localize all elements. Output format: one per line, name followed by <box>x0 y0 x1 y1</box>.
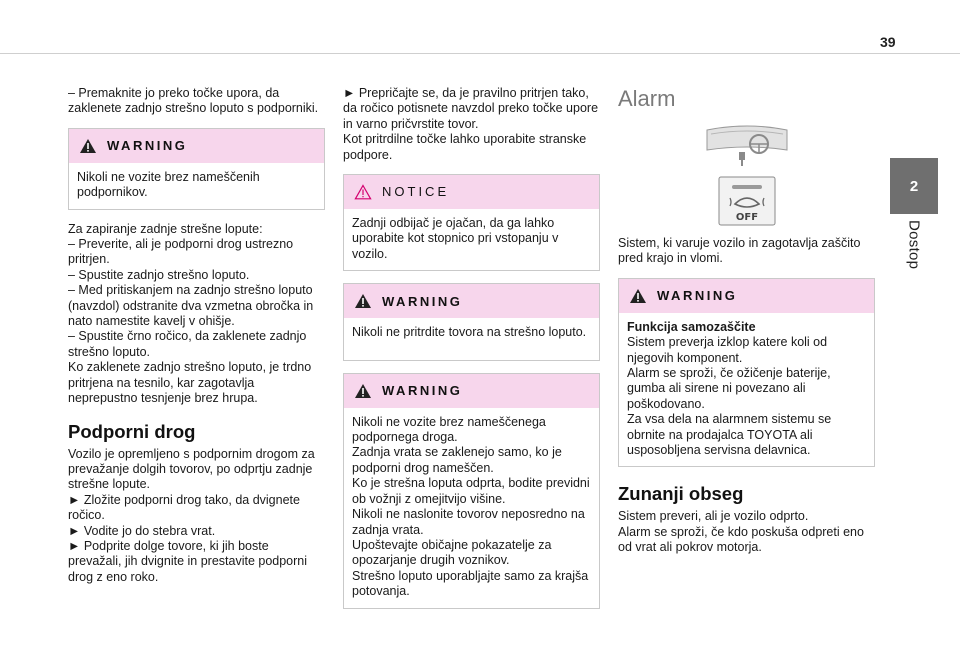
section-heading: Zunanji obseg <box>618 483 744 505</box>
section-heading: Podporni drog <box>68 420 196 442</box>
warning-text: Ko je strešna loputa odprta, bodite previdni ob vožnji z omejitvijo višine. <box>352 476 590 506</box>
warning-text: Za vsa dela na alarmnem sistemu se obrnite na prodajalca TOYOTA ali usposobljena servisna delavnica. <box>627 412 832 458</box>
column-2 <box>343 86 600 609</box>
warning-title: WARNING <box>657 288 738 304</box>
warning-icon <box>354 383 372 399</box>
paragraph: Sistem, ki varuje vozilo in zagotavlja zaščito pred krajo in vlomi. <box>618 236 861 266</box>
column-3 <box>618 86 875 556</box>
chapter-label-text: Dostop <box>905 220 923 270</box>
paragraph: – Preverite, ali je podporni drog ustrezno pritrjen. <box>68 237 294 267</box>
alarm-off-button-icon <box>718 176 776 226</box>
paragraph: Alarm se sproži, če kdo poskuša odpreti eno od vrat ali pokrov motorja. <box>618 524 864 555</box>
warning-subtitle: Funkcija samozaščite <box>627 319 756 334</box>
paragraph: ► Podprite dolge tovore, ki jih boste prevažali, jih dvignite in prestavite podporni drog z eno roko. <box>68 538 308 584</box>
warning-header <box>344 374 599 408</box>
page-number: 39 <box>880 34 896 50</box>
warning-text: Strešno loputo uporabljajte samo za krajša potovanja. <box>352 568 589 599</box>
warning-header <box>344 284 599 318</box>
paragraph: ► Prepričajte se, da je pravilno pritrjen tako, da ročico potisnete navzdol preko točke upore in varno pričvrstite tovor. <box>343 86 599 131</box>
warning-box <box>343 373 600 609</box>
warning-icon <box>354 293 372 309</box>
dashboard-icon <box>701 120 793 168</box>
warning-title: WARNING <box>382 293 463 309</box>
paragraph: – Premaknite jo preko točke upora, da zaklenete zadnjo strešno loputo s podporniki. <box>68 86 319 116</box>
warning-text: Nikoli ne pritrdite tovora na strešno loputo. <box>352 325 587 340</box>
paragraph: Sistem preveri, ali je vozilo odprto. <box>618 509 809 524</box>
warning-text: Sistem preverja izklop katere koli od njegovih komponent. <box>627 335 828 365</box>
paragraph: – Spustite črno ročico, da zaklenete zadnjo strešno loputo. <box>68 329 307 359</box>
header-rule <box>0 53 960 54</box>
warning-icon <box>629 288 647 304</box>
paragraph: Za zapiranje zadnje strešne lopute: <box>68 221 263 236</box>
notice-title: NOTICE <box>382 184 450 200</box>
column-1 <box>68 86 325 585</box>
warning-text: Nikoli ne naslonite tovorov neposredno na zadnja vrata. <box>352 507 585 537</box>
warning-box <box>68 128 325 210</box>
paragraph: – Med pritiskanjem na zadnjo strešno loputo (navzdol) odstranite dva vzmetna obročka in nato namestite kavelj v ohišje. <box>68 283 314 329</box>
warning-title: WARNING <box>107 138 188 154</box>
off-label: OFF <box>735 212 758 223</box>
dashboard-illustration <box>618 120 875 168</box>
warning-text: Zadnja vrata se zaklenejo samo, ko je podporni drog nameščen. <box>352 445 562 475</box>
notice-icon <box>354 184 372 200</box>
warning-text: Alarm se sproži, če ožičenje baterije, gumba ali sirene ni povezano ali poškodovano. <box>627 366 831 411</box>
warning-box <box>343 283 600 360</box>
notice-box <box>343 174 600 271</box>
chapter-tab[interactable]: 2 <box>890 158 938 214</box>
chapter-label <box>884 220 944 280</box>
alarm-off-button-illustration <box>618 176 875 226</box>
paragraph: ► Zložite podporni drog tako, da dvignete ročico. <box>68 492 300 523</box>
paragraph: ► Vodite jo do stebra vrat. <box>68 523 216 538</box>
notice-text: Zadnji odbijač je ojačan, da ga lahko uporabite kot stopnico pri vstopanju v vozilo. <box>352 216 559 261</box>
paragraph: – Spustite zadnjo strešno loputo. <box>68 267 250 282</box>
paragraph: Kot pritrdilne točke lahko uporabite stranske podpore. <box>343 132 587 162</box>
warning-text: Nikoli ne vozite brez nameščenih podpornikov. <box>77 169 260 200</box>
warning-icon <box>79 138 97 154</box>
notice-header <box>344 175 599 209</box>
warning-box <box>618 278 875 468</box>
warning-text: Upoštevajte običajne pokazatelje za opozarjanje drugih voznikov. <box>352 537 552 568</box>
warning-header <box>619 279 874 313</box>
paragraph: Ko zaklenete zadnjo strešno loputo, je trdno pritrjena na tesnilo, kar zagotavlja neprepustno tesnjenje brez hrupa. <box>68 360 312 406</box>
warning-title: WARNING <box>382 382 463 398</box>
section-heading: Alarm <box>618 86 676 111</box>
paragraph: Vozilo je opremljeno s podpornim drogom za prevažanje dolgih tovorov, po odprtju zadnje strešne lopute. <box>68 446 315 492</box>
warning-text: Nikoli ne vozite brez nameščenega podpornega droga. <box>352 414 546 445</box>
warning-header <box>69 129 324 163</box>
